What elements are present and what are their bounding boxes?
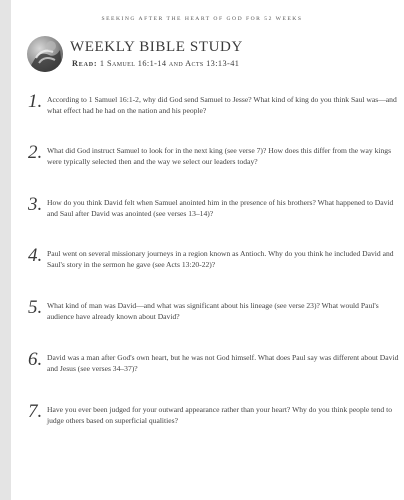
- question-text: According to 1 Samuel 16:1-2, why did God send Samuel to Jesse? What kind of king do you think Saul was—and what effect had he had on the nation and his people?: [47, 95, 397, 115]
- running-head: SEEKING AFTER THE HEART OF GOD FOR 52 WEEKS: [101, 16, 303, 22]
- question-number: 5.: [28, 297, 43, 318]
- question-text: What kind of man was David—and what was significant about his lineage (see verse 23)? What would Paul's audience have already known about David?: [47, 301, 379, 321]
- study-header: [27, 36, 397, 74]
- question-text: David was a man after God's own heart, but he was not God himself. What does Paul say was different about David and Jesus (see verses 34–37)?: [47, 353, 399, 373]
- question-text: How do you think David felt when Samuel anointed him in the presence of his brothers? What happened to David and Saul after David was anointed (see verses 13–14)?: [47, 198, 394, 218]
- question-number: 4.: [28, 245, 43, 266]
- reading-assignment: [72, 59, 239, 68]
- question-number: 7.: [28, 401, 43, 422]
- question-text: Paul went on several missionary journeys in a region known as Antioch. Why do you think he included David and Saul's story in the sermon he gave (see Acts 13:20-22)?: [47, 249, 394, 269]
- question-text: Have you ever been judged for your outward appearance rather than your heart? Why do you think people tend to judge others based on superficial qualities?: [47, 405, 393, 425]
- read-label: Read:: [72, 59, 98, 68]
- question-number: 3.: [28, 194, 43, 215]
- hands-photo-emblem: [27, 36, 63, 72]
- page-title: WEEKLY BIBLE STUDY: [70, 39, 243, 55]
- question-number: 2.: [28, 142, 43, 163]
- scripture-reference: 1 Samuel 16:1-14 and Acts 13:13-41: [99, 59, 240, 68]
- question-text: What did God instruct Samuel to look for in the next king (see verse 7)? How does this differ from the way kings were typically selected then and the way we select our leaders today?: [47, 146, 392, 166]
- question-number: 1.: [28, 91, 43, 112]
- page-edge-bar: [0, 0, 11, 500]
- question-number: 6.: [28, 349, 43, 370]
